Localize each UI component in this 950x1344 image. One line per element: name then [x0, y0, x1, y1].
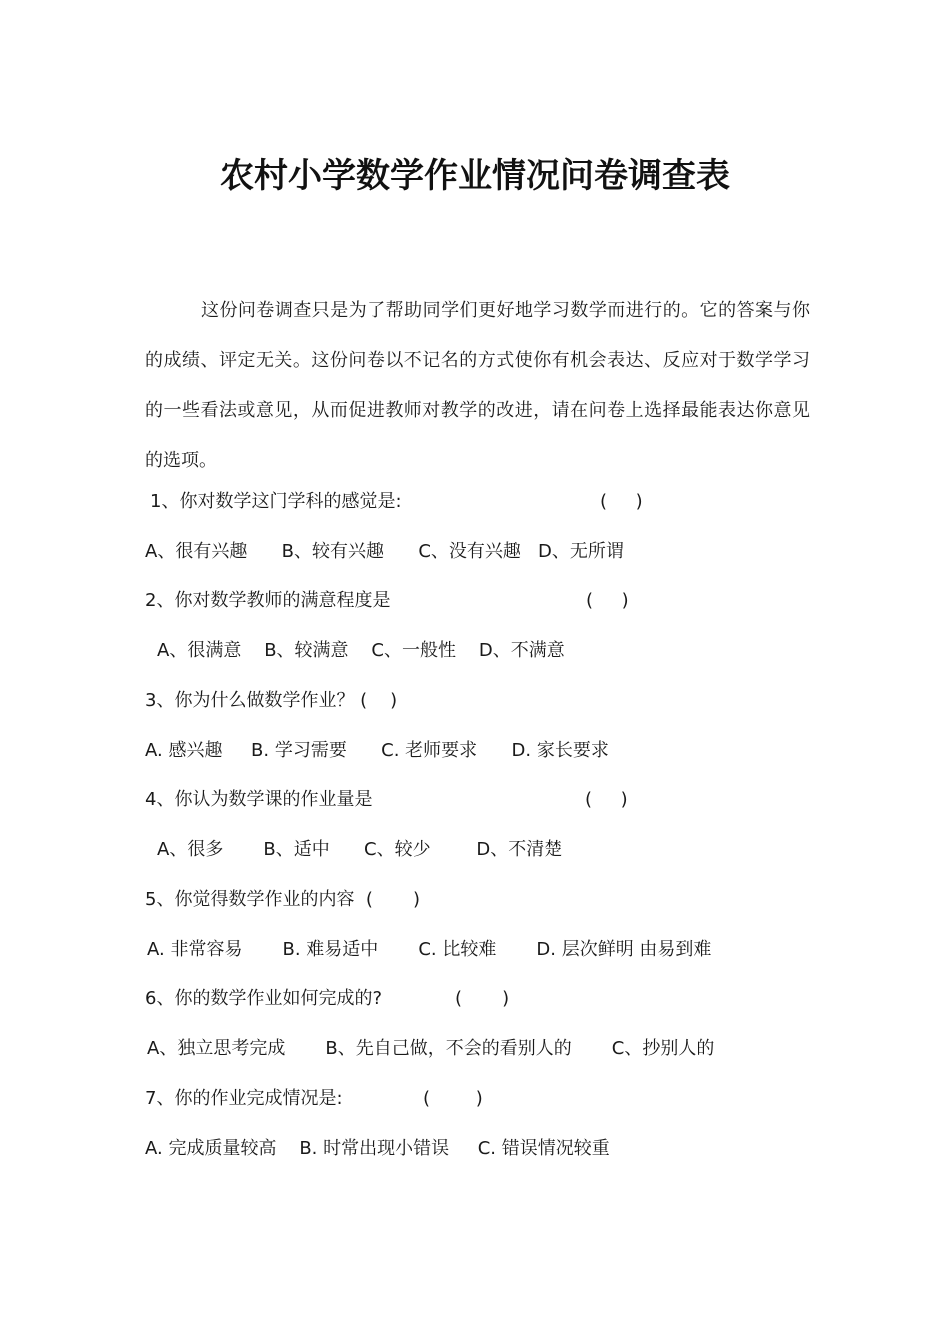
question-1-options: A、很有兴趣 B、较有兴趣 C、没有兴趣 D、无所谓 — [145, 541, 624, 562]
question-5-options: A. 非常容易 B. 难易适中 C. 比较难 D. 层次鲜明 由易到难 — [147, 939, 712, 960]
question-3-text: 3、你为什么做数学作业？ ( ) — [145, 690, 398, 711]
question-7-options: A. 完成质量较高 B. 时常出现小错误 C. 错误情况较重 — [145, 1138, 610, 1159]
question-2-text: 2、你对数学教师的满意程度是 — [145, 590, 391, 611]
question-5-text: 5、你觉得数学作业的内容 ( ) — [145, 889, 420, 910]
question-1-answer-paren: ( ) — [600, 491, 643, 512]
question-7-answer-paren: ( ) — [423, 1088, 483, 1109]
question-6-options: A、独立思考完成 B、先自己做，不会的看别人的 C、抄别人的 — [147, 1038, 715, 1059]
question-3-options: A. 感兴趣 B. 学习需要 C. 老师要求 D. 家长要求 — [145, 740, 609, 761]
question-4-answer-paren: ( ) — [585, 789, 628, 810]
question-4-text: 4、你认为数学课的作业量是 — [145, 789, 373, 810]
question-2-answer-paren: ( ) — [586, 590, 629, 611]
question-7-text: 7、你的作业完成情况是: — [145, 1088, 343, 1109]
question-6-text: 6、你的数学作业如何完成的? — [145, 988, 383, 1009]
question-6-answer-paren: ( ) — [455, 988, 510, 1009]
intro-paragraph: 这份问卷调查只是为了帮助同学们更好地学习数学而进行的。它的答案与你的成绩、评定无关。这份问卷以不记名的方式使你有机会表达、反应对于数学学习的一些看法或意见，从而促进教师对教学的改进，请在问卷上选择最能表达你意见的选项。 — [145, 300, 810, 471]
question-4-options: A、很多 B、适中 C、较少 D、不清楚 — [157, 839, 563, 860]
document-title: 农村小学数学作业情况问卷调查表 — [220, 156, 730, 196]
question-1-text: 1、你对数学这门学科的感觉是: — [150, 491, 402, 512]
question-2-options: A、很满意 B、较满意 C、一般性 D、不满意 — [157, 640, 565, 661]
